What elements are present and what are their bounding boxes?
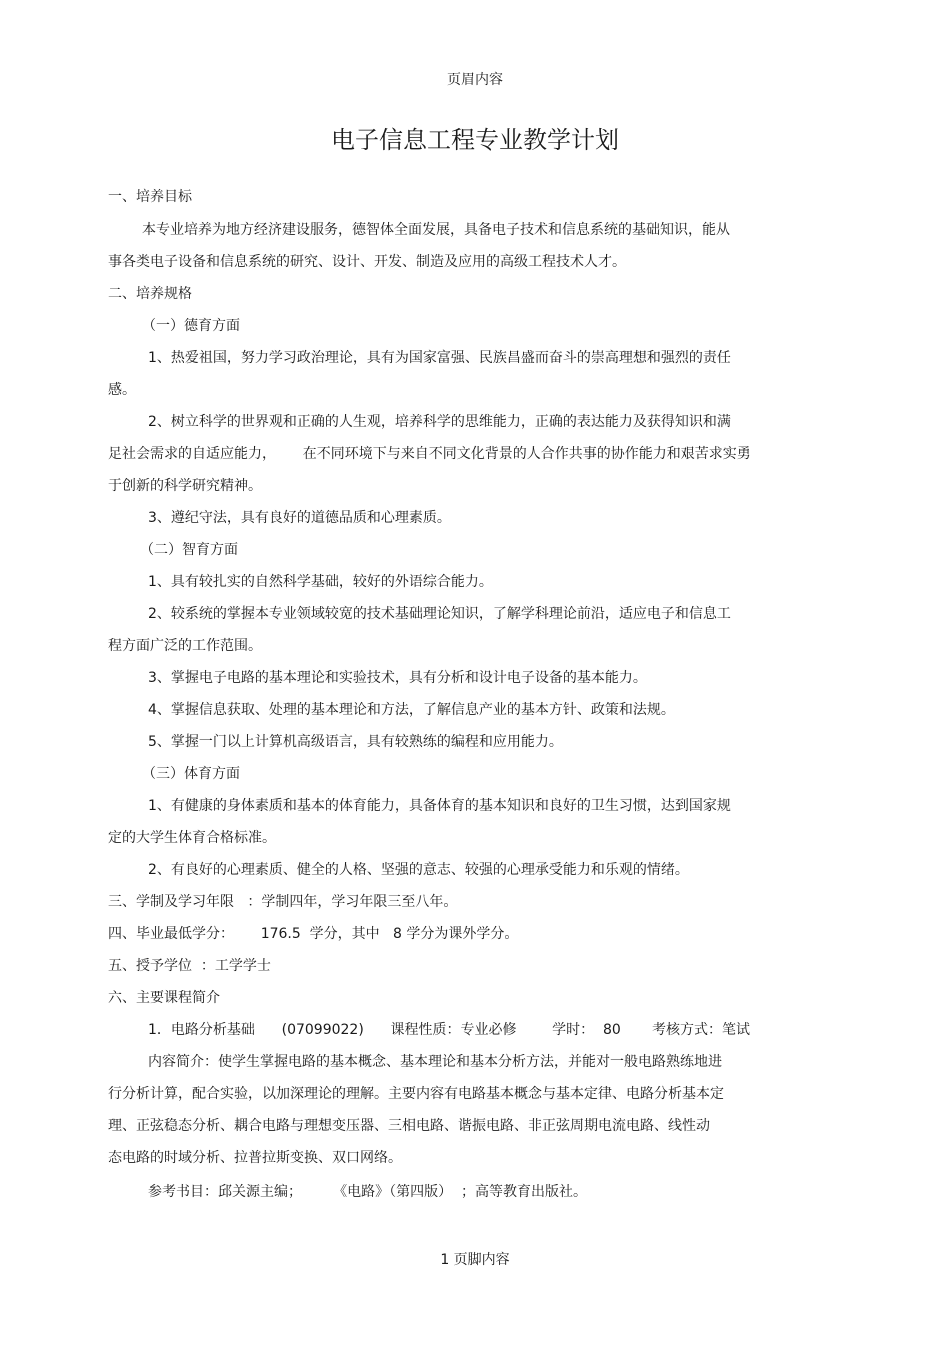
section-heading-courses: 六、主要课程简介 (108, 990, 220, 1006)
paragraph-line: 程方面广泛的工作范围。 (108, 638, 262, 654)
paragraph-line: 4、掌握信息获取、处理的基本理论和方法，了解信息产业的基本方针、政策和法规。 (148, 702, 675, 718)
paragraph-line: 1、有健康的身体素质和基本的体育能力，具备体育的基本知识和良好的卫生习惯，达到国家规 (148, 798, 731, 814)
paragraph-line: 本专业培养为地方经济建设服务，德智体全面发展，具备电子技术和信息系统的基础知识，能从 (142, 222, 730, 238)
paragraph-line: 理、正弦稳态分析、耦合电路与理想变压器、三相电路、谐振电路、非正弦周期电流电路、线性动 (108, 1118, 710, 1134)
paragraph-line: 于创新的科学研究精神。 (108, 478, 262, 494)
section-heading-credits: 四、毕业最低学分： 176.5 学分，其中 8 学分为课外学分。 (108, 926, 519, 942)
paragraph-line: 2、有良好的心理素质、健全的人格、坚强的意志、较强的心理承受能力和乐观的情绪。 (148, 862, 689, 878)
paragraph-line: 3、遵纪守法，具有良好的道德品质和心理素质。 (148, 510, 451, 526)
subsection-heading: （一）德育方面 (142, 318, 240, 334)
page-footer: 1 页脚内容 (440, 1252, 510, 1268)
paragraph-line: 感。 (108, 382, 136, 398)
paragraph-line: 定的大学生体育合格标准。 (108, 830, 276, 846)
paragraph-line: 态电路的时域分析、拉普拉斯变换、双口网络。 (108, 1150, 402, 1166)
section-heading-specs: 二、培养规格 (108, 286, 192, 302)
paragraph-line: 1、热爱祖国，努力学习政治理论，具有为国家富强、民族昌盛而奋斗的崇高理想和强烈的责任 (148, 350, 731, 366)
section-heading-goals: 一、培养目标 (108, 189, 192, 205)
paragraph-line: 足社会需求的自适应能力， 在不同环境下与来自不同文化背景的人合作共事的协作能力和艰苦求实勇 (108, 446, 751, 462)
paragraph-line: 行分析计算，配合实验，以加深理论的理解。主要内容有电路基本概念与基本定律、电路分析基本定 (108, 1086, 724, 1102)
course-entry: 1．电路分析基础 (07099022) 课程性质：专业必修 学时： 80 考核方式：笔试 (148, 1022, 750, 1038)
paragraph-line: 2、较系统的掌握本专业领域较宽的技术基础理论知识，了解学科理论前沿，适应电子和信息工 (148, 606, 731, 622)
paragraph-line: 5、掌握一门以上计算机高级语言，具有较熟练的编程和应用能力。 (148, 734, 563, 750)
section-heading-duration: 三、学制及学习年限 ：学制四年，学习年限三至八年。 (108, 894, 458, 910)
subsection-heading: （二）智育方面 (140, 542, 238, 558)
page-header: 页眉内容 (447, 72, 503, 88)
section-heading-degree: 五、授予学位 ：工学学士 (108, 958, 271, 974)
paragraph-line: 2、树立科学的世界观和正确的人生观，培养科学的思维能力，正确的表达能力及获得知识和满 (148, 414, 731, 430)
page-title: 电子信息工程专业教学计划 (331, 126, 619, 154)
paragraph-line: 1、具有较扎实的自然科学基础，较好的外语综合能力。 (148, 574, 493, 590)
paragraph-line: 3、掌握电子电路的基本理论和实验技术，具有分析和设计电子设备的基本能力。 (148, 670, 647, 686)
reference-line: 参考书目：邱关源主编； 《电路》（第四版） ；高等教育出版社。 (148, 1184, 588, 1200)
subsection-heading: （三）体育方面 (142, 766, 240, 782)
paragraph-line: 事各类电子设备和信息系统的研究、设计、开发、制造及应用的高级工程技术人才。 (108, 254, 626, 270)
paragraph-line: 内容简介：使学生掌握电路的基本概念、基本理论和基本分析方法，并能对一般电路熟练地进 (148, 1054, 722, 1070)
